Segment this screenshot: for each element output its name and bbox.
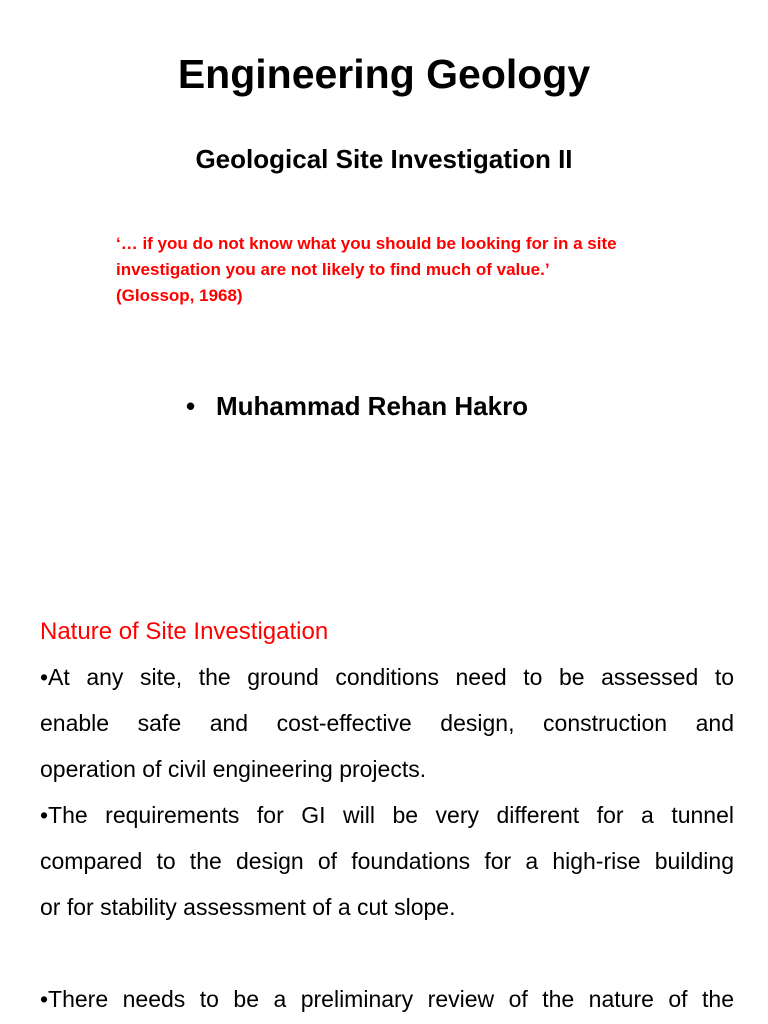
content-slide xyxy=(0,576,768,1024)
paragraph-line: or for stability assessment of a cut slope. xyxy=(40,894,456,920)
paragraph-ground-conditions xyxy=(40,654,734,792)
author-list-item xyxy=(186,388,528,424)
quote-citation: (Glossop, 1968) xyxy=(116,286,243,305)
paragraph-preliminary-review xyxy=(40,976,734,1022)
bullet-icon: • xyxy=(186,391,196,421)
paragraph-line: operation of civil engineering projects. xyxy=(40,756,427,782)
quote-block xyxy=(116,231,736,309)
paragraph-line: •There needs to be a preliminary review of the nature of the xyxy=(40,986,734,1012)
paragraph-gi-requirements xyxy=(40,792,734,930)
quote-line: ‘… if you do not know what you should be looking for in a site xyxy=(116,234,617,253)
page-title: Engineering Geology xyxy=(177,51,591,97)
quote-line: investigation you are not likely to find much of value.’ xyxy=(116,260,550,279)
page-subtitle: Geological Site Investigation II xyxy=(195,144,573,174)
paragraph-line: enable safe and cost-effective design, construction and xyxy=(40,710,734,736)
paragraph-line: •The requirements for GI will be very different for a tunnel xyxy=(40,802,734,828)
paragraph-line: •At any site, the ground conditions need to be assessed to xyxy=(40,664,734,690)
paragraph-line: compared to the design of foundations for a high-rise building xyxy=(40,848,734,874)
author-name: Muhammad Rehan Hakro xyxy=(216,391,529,421)
section-heading: Nature of Site Investigation xyxy=(40,618,329,645)
